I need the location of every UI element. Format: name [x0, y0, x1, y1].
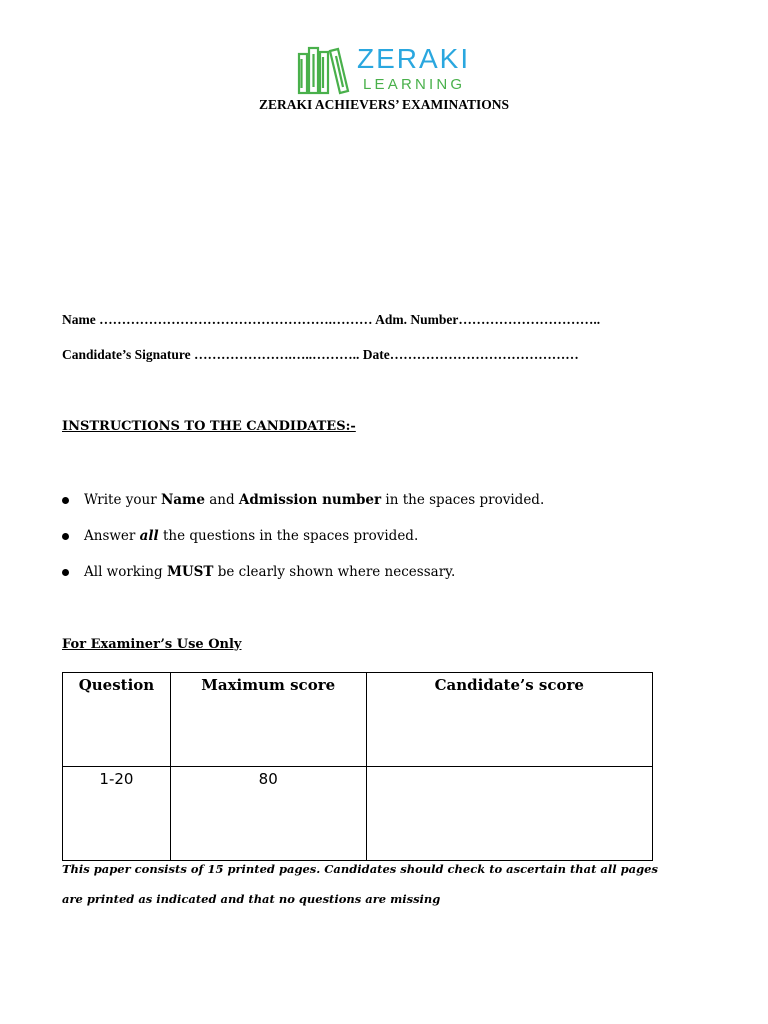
score-table	[62, 672, 653, 861]
column-header-question: Question	[63, 673, 171, 767]
instructions-heading: INSTRUCTIONS TO THE CANDIDATES:-	[62, 419, 356, 434]
candidate-score-cell[interactable]	[366, 767, 652, 861]
footer-note-line2: are printed as indicated and that no questions are missing	[62, 892, 441, 906]
question-cell: 1-20	[63, 767, 171, 861]
signature-date-line[interactable]: Candidate’s Signature ………………….…..……….. Date……………………………………	[62, 347, 579, 362]
column-header-max-score: Maximum score	[170, 673, 366, 767]
name-adm-line[interactable]: Name …………………………………………….……… Adm. Number…………………………..	[62, 312, 601, 327]
table-header-row	[63, 673, 653, 767]
column-header-candidate-score: Candidate’s score	[366, 673, 652, 767]
max-score-cell: 80	[170, 767, 366, 861]
table-row	[63, 767, 653, 861]
bullet-icon	[62, 533, 69, 540]
exam-title: ZERAKI ACHIEVERS’ EXAMINATIONS	[258, 97, 510, 112]
bullet-icon	[62, 497, 69, 504]
logo-tagline: LEARNING	[363, 76, 466, 93]
examiner-heading: For Examiner’s Use Only	[62, 637, 242, 652]
footer-note-line1: This paper consists of 15 printed pages. Candidates should check to ascertain that all pages	[62, 862, 658, 876]
books-icon	[297, 45, 351, 95]
logo-name: ZERAKI	[357, 43, 471, 74]
bullet-icon	[62, 569, 69, 576]
